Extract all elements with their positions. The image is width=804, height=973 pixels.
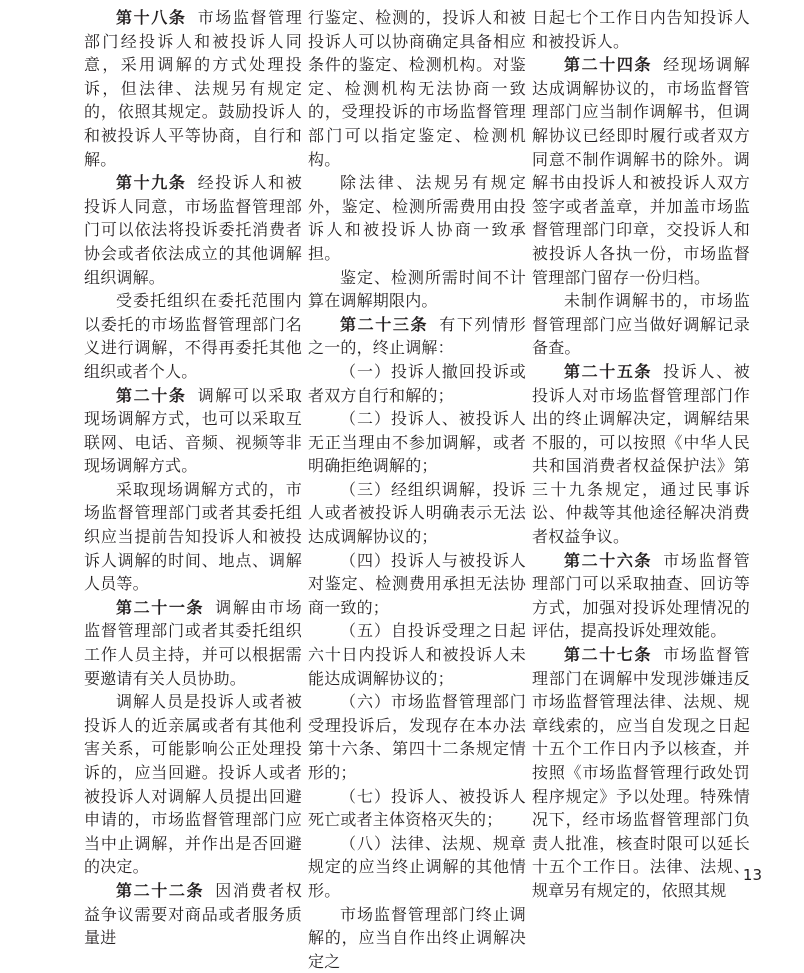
article-number: 第二十四条 xyxy=(564,55,653,75)
paragraph xyxy=(532,643,750,903)
paragraph-text: 调解可以采取现场调解方式，也可以采取互联网、电话、音频、视频等非现场调解方式。 xyxy=(84,385,302,476)
paragraph xyxy=(84,690,302,879)
paragraph-text: 经现场调解达成调解协议的，市场监督管理部门应当制作调解书，但调解协议已经即时履行或者双方同意不制作调解书的除外。调解书由投诉人和被投诉人双方签字或者盖章，并加盖市场监督管理部门印章，交投诉人和被投诉人各执一份，市场监督管理部门留存一份归档。 xyxy=(532,55,750,287)
paragraph xyxy=(308,903,526,973)
paragraph-text: 市场监督管理部门可以采取抽查、回访等方式，加强对投诉处理情况的评估，提高投诉处理效能。 xyxy=(532,550,750,641)
paragraph xyxy=(308,266,526,313)
paragraph-text: 除法律、法规另有规定外，鉴定、检测所需费用由投诉人和被投诉人协商一致承担。 xyxy=(308,173,526,263)
paragraph-text: （五）自投诉受理之日起六十日内投诉人和被投诉人未能达成调解协议的； xyxy=(308,621,526,688)
article-number: 第十八条 xyxy=(116,8,187,27)
paragraph-text: （二）投诉人、被投诉人无正当理由不参加调解，或者明确拒绝调解的； xyxy=(308,409,526,476)
paragraph-text: 市场监督管理部门在调解中发现涉嫌违反市场监督管理法律、法规、规章线索的，应当自发现之日起十五个工作日内予以核查，并按照《市场监督管理行政处罚程序规定》予以处理。特殊情况下，经市场监督管理部门负责人批准，核查时限可以延长十五个工作日。法律、法规、规章另有规定的，依照其规 xyxy=(532,645,750,900)
paragraph-text: 市场监督管理部门经投诉人和被投诉人同意，采用调解的方式处理投诉，但法律、法规另有规定的，依照其规定。鼓励投诉人和被投诉人平等协商，自行和解。 xyxy=(84,8,302,169)
paragraph xyxy=(84,6,302,171)
text-column-3 xyxy=(532,6,750,903)
page-number: 13 xyxy=(742,866,762,884)
paragraph-text: 采取现场调解方式的，市场监督管理部门或者其委托组织应当提前告知投诉人和被投诉人调解的时间、地点、调解人员等。 xyxy=(84,479,302,594)
paragraph-text: 因消费者权益争议需要对商品或者服务质量进 xyxy=(84,880,302,948)
paragraph xyxy=(84,596,302,690)
paragraph-text: 调解由市场监督管理部门或者其委托组织工作人员主持，并可以根据需要邀请有关人员协助。 xyxy=(84,597,302,688)
paragraph xyxy=(532,53,750,289)
text-column-1 xyxy=(84,6,302,950)
paragraph-text: （七）投诉人、被投诉人死亡或者主体资格灭失的； xyxy=(308,786,526,830)
paragraph xyxy=(84,289,302,383)
paragraph xyxy=(84,879,302,950)
paragraph-text: 经投诉人和被投诉人同意，市场监督管理部门可以依法将投诉委托消费者协会或者依法成立的其他调解组织调解。 xyxy=(84,173,302,287)
article-number: 第二十一条 xyxy=(116,597,205,617)
article-number: 第二十五条 xyxy=(564,361,653,381)
paragraph xyxy=(308,785,526,832)
paragraph-text: 有下列情形之一的，终止调解： xyxy=(308,314,526,358)
paragraph xyxy=(308,6,526,171)
paragraph xyxy=(308,478,526,549)
article-number: 第二十三条 xyxy=(340,314,429,334)
article-number: 第二十二条 xyxy=(116,880,205,900)
paragraph-text: （一）投诉人撤回投诉或者双方自行和解的； xyxy=(308,361,526,405)
paragraph xyxy=(84,171,302,289)
text-column-2 xyxy=(308,6,526,973)
paragraph xyxy=(308,313,526,360)
article-number: 第二十条 xyxy=(116,385,187,405)
article-number: 第十九条 xyxy=(116,173,187,193)
paragraph xyxy=(84,478,302,596)
paragraph-text: （三）经组织调解，投诉人或者被投诉人明确表示无法达成调解协议的； xyxy=(308,479,526,547)
paragraph xyxy=(308,360,526,407)
paragraph-text: （四）投诉人与被投诉人对鉴定、检测费用承担无法协商一致的； xyxy=(308,550,526,617)
paragraph xyxy=(532,289,750,360)
paragraph-text: （八）法律、法规、规章规定的应当终止调解的其他情形。 xyxy=(308,833,526,900)
article-number: 第二十六条 xyxy=(564,550,653,570)
paragraph-text: 受委托组织在委托范围内以委托的市场监督管理部门名义进行调解，不得再委托其他组织或者个人。 xyxy=(84,291,302,381)
paragraph xyxy=(308,832,526,903)
paragraph-text: 行鉴定、检测的，投诉人和被投诉人可以协商确定具备相应条件的鉴定、检测机构。对鉴定、检测机构无法协商一致的，受理投诉的市场监督管理部门可以指定鉴定、检测机构。 xyxy=(308,8,526,169)
paragraph xyxy=(532,360,750,549)
paragraph xyxy=(532,549,750,643)
paragraph-text: 日起七个工作日内告知投诉人和被投诉人。 xyxy=(532,8,750,51)
paragraph-text: 鉴定、检测所需时间不计算在调解期限内。 xyxy=(308,267,526,311)
paragraph xyxy=(532,6,750,53)
paragraph-text: 未制作调解书的，市场监督管理部门应当做好调解记录备查。 xyxy=(532,291,750,358)
paragraph xyxy=(308,171,526,265)
article-number: 第二十七条 xyxy=(564,645,653,665)
paragraph xyxy=(308,690,526,784)
paragraph-text: 市场监督管理部门终止调解的，应当自作出终止调解决定之 xyxy=(308,904,526,971)
paragraph xyxy=(308,619,526,690)
paragraph xyxy=(308,549,526,620)
paragraph-text: （六）市场监督管理部门受理投诉后，发现存在本办法第十六条、第四十二条规定情形的； xyxy=(308,692,526,782)
paragraph-text: 投诉人、被投诉人对市场监督管理部门作出的终止调解决定，调解结果不服的，可以按照《中华人民共和国消费者权益保护法》第三十九条规定，通过民事诉讼、仲裁等其他途径解决消费者权益争议。 xyxy=(532,361,750,547)
paragraph xyxy=(308,407,526,478)
paragraph xyxy=(84,384,302,478)
paragraph-text: 调解人员是投诉人或者被投诉人的近亲属或者有其他利害关系，可能影响公正处理投诉的，应当回避。投诉人或者被投诉人对调解人员提出回避申请的，市场监督管理部门应当中止调解，并作出是否回避的决定。 xyxy=(84,692,302,877)
